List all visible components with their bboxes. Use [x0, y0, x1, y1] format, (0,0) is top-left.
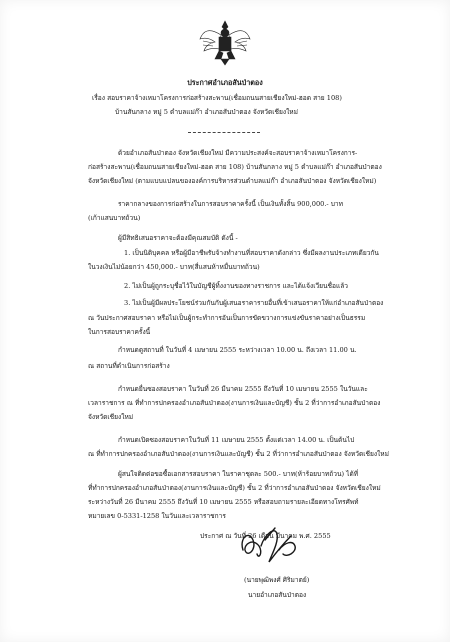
body-line: ณ ที่ทำการปกครองอำเภอสันป่าตอง(งานการเงินและบัญชี) ชั้น 2 ที่ว่าการอำเภอสันป่าตอง จังหวัดเชียงใหม่	[88, 450, 389, 458]
body-line: 3. ไม่เป็นผู้มีผลประโยชน์ร่วมกันกับผู้เสนอราคารายอื่นที่เข้าเสนอราคาให้แก่อำเภอสันป่าตอง	[124, 299, 384, 307]
body-line: หมายเลข 0-5331-1258 ในวันและเวลาราชการ	[88, 512, 226, 520]
body-line: ณ สถานที่ดำเนินการก่อสร้าง	[88, 362, 170, 370]
announce-date: ประกาศ ณ วันที่ 26 เดือน มีนาคม พ.ศ. 2555	[200, 532, 331, 540]
body-line: ที่ทำการปกครองอำเภอสันป่าตอง(งานการเงินและบัญชี) ชั้น 2 ที่ว่าการอำเภอสันป่าตอง จังหวัดเชียงใหม่	[88, 484, 381, 492]
separator-line	[188, 132, 260, 133]
signer-title: นายอำเภอสันป่าตอง	[248, 591, 307, 599]
body-line: กำหนดยื่นซองสอบราคา ในวันที่ 26 มีนาคม 2555 ถึงวันที่ 10 เมษายน 2555 ในวันและ	[118, 385, 368, 393]
body-line: ณ วันประกาศสอบราคา หรือไม่เป็นผู้กระทำการอันเป็นการขัดขวางการแข่งขันราคาอย่างเป็นธรรม	[88, 314, 366, 322]
body-line: จังหวัดเชียงใหม่	[88, 413, 134, 421]
subject-line: เรื่อง สอบราคาจ้างเหมาโครงการก่อสร้างสะพาน(เชื่อมถนนสายเชียงใหม่-ฮอด สาย 108)	[92, 94, 342, 102]
body-line: ราคากลางของการก่อสร้างในการสอบราคาครั้งนี้ เป็นเงินทั้งสิ้น 900,000.- บาท	[118, 200, 343, 208]
garuda-emblem-icon	[199, 17, 251, 67]
body-line: ผู้มีสิทธิเสนอราคาจะต้องมีคุณสมบัติ ดังนี้ -	[118, 234, 238, 242]
signature-icon	[235, 520, 305, 566]
subject-line-2: บ้านสันกลาง หมู่ 5 ตำบลแม่ก๊า อำเภอสันป่าตอง จังหวัดเชียงใหม่	[115, 108, 298, 116]
body-line: ก่อสร้างสะพาน(เชื่อมถนนสายเชียงใหม่-ฮอด สาย 108) บ้านสันกลาง หมู่ 5 ตำบลแม่ก๊า อำเภอสันป่าตอง	[88, 163, 382, 171]
body-line: ระหว่างวันที่ 26 มีนาคม 2555 ถึงวันที่ 10 เมษายน 2555 หรือสอบถามรายละเอียดทางโทรศัพท์	[88, 498, 359, 506]
body-line: 2. ไม่เป็นผู้ถูกระบุชื่อไว้ในบัญชีผู้ทิ้งงานของทางราชการ และได้แจ้งเวียนชื่อแล้ว	[124, 282, 348, 290]
body-line: ในวงเงินไม่น้อยกว่า 450,000.- บาท(สี่แสนห้าหมื่นบาทถ้วน)	[88, 263, 260, 271]
page-title: ประกาศอำเภอสันป่าตอง	[187, 78, 263, 87]
body-line: (เก้าแสนบาทถ้วน)	[88, 214, 141, 222]
body-line: กำหนดเปิดซองสอบราคาในวันที่ 11 เมษายน 2555 ตั้งแต่เวลา 14.00 น. เป็นต้นไป	[118, 436, 355, 444]
body-line: เวลาราชการ ณ ที่ทำการปกครองอำเภอสันป่าตอง(งานการเงินและบัญชี) ชั้น 2 ที่ว่าการอำเภอสันป่าตอง	[88, 399, 381, 407]
body-line: ด้วยอำเภอสันป่าตอง จังหวัดเชียงใหม่ มีความประสงค์จะสอบราคาจ้างเหมาโครงการ-	[118, 149, 358, 157]
body-line: ในการสอบราคาครั้งนี้	[88, 328, 151, 336]
body-line: กำหนดดูสถานที่ ในวันที่ 4 เมษายน 2555 ระหว่างเวลา 10.00 น. ถึงเวลา 11.00 น.	[118, 346, 357, 354]
body-line: 1. เป็นนิติบุคคล หรือผู้มีอาชีพรับจ้างทำงานที่สอบราคาดังกล่าว ซึ่งมีผลงานประเภทเดียวกัน	[124, 249, 379, 257]
body-line: จังหวัดเชียงใหม่ (ตามแบบแปลนขององค์การบริหารส่วนตำบลแม่ก๊า อำเภอสันป่าตอง จังหวัดเชียงใหม่)	[88, 177, 377, 185]
body-line: ผู้สนใจติดต่อขอซื้อเอกสารสอบราคา ในราคาชุดละ 500.- บาท(ห้าร้อยบาทถ้วน) ได้ที่	[118, 470, 359, 478]
signer-name: (นายพุฒิพงศ์ ศิริมาตย์)	[244, 576, 310, 584]
